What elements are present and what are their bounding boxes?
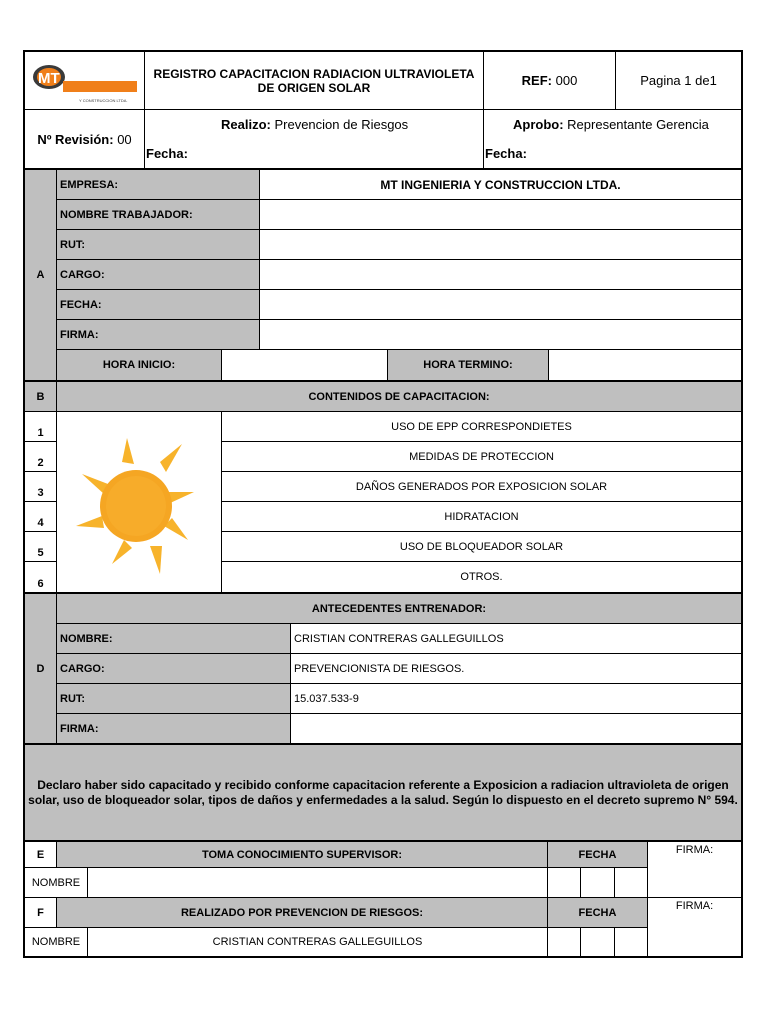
hora-inicio-field[interactable] <box>221 349 388 381</box>
aprobo-cell <box>483 109 743 170</box>
realizo-fecha-label: Fecha: <box>146 146 188 161</box>
supervisor-firma-label: FIRMA: <box>675 844 714 856</box>
trainer-rut-label-text: RUT: <box>60 692 86 705</box>
sun-icon <box>64 422 214 582</box>
section-f-letter <box>23 897 57 928</box>
ref-value: 000 <box>555 73 578 88</box>
section-d-letter <box>23 592 57 744</box>
trainer-cargo-value <box>290 653 743 684</box>
company-logo-cell <box>23 50 145 110</box>
trainer-rut-label <box>56 683 291 714</box>
section-b-letter-text: B <box>36 390 45 403</box>
revision-label: Nº Revisión: <box>37 131 114 147</box>
contenido-item-1-text: USO DE EPP CORRESPONDIETES <box>391 420 572 433</box>
item-number-6: 6 <box>37 578 44 590</box>
trainer-nombre-label-text: NOMBRE: <box>60 632 113 645</box>
trainer-rut-value-text: 15.037.533-9 <box>294 692 359 705</box>
prevencion-firma-field[interactable] <box>647 897 743 958</box>
empresa-label-text: EMPRESA: <box>60 178 119 191</box>
cargo-label <box>56 259 260 290</box>
contenido-item <box>221 531 743 562</box>
empresa-value <box>259 169 743 200</box>
trainer-rut-value <box>290 683 743 714</box>
aprobo-value: Representante Gerencia <box>567 117 709 132</box>
supervisor-firma-field[interactable] <box>647 840 743 898</box>
item-number-4: 4 <box>37 517 44 529</box>
declaration-text-content: Declaro haber sido capacitado y recibido conforme capacitacion referente a Exposicion a radiacion ultravioleta de origen solar, uso de bloqueador solar, tipos de daños y enfermedades a la salud. Según lo dispuesto en el decreto supremo N° 594. <box>28 777 738 807</box>
firma-label-text: FIRMA: <box>60 328 99 341</box>
cargo-label-text: CARGO: <box>60 268 105 281</box>
hora-termino-label <box>387 349 549 381</box>
revision-value: 00 <box>117 131 132 147</box>
page-number-text: Pagina 1 de1 <box>640 73 717 88</box>
firma-field[interactable] <box>259 319 743 350</box>
trainer-firma-field[interactable] <box>290 713 743 744</box>
prevencion-fecha-label <box>547 897 648 928</box>
hora-inicio-label <box>56 349 222 381</box>
empresa-value-text: MT INGENIERIA Y CONSTRUCCION LTDA. <box>380 177 621 192</box>
form-title-text: REGISTRO CAPACITACION RADIACION ULTRAVIOLETA DE ORIGEN SOLAR <box>153 66 475 95</box>
contenidos-title <box>56 380 743 412</box>
aprobo-label: Aprobo: <box>513 117 564 132</box>
prevencion-fecha-month[interactable] <box>580 927 615 958</box>
antecedentes-title <box>56 592 743 624</box>
item-number-2: 2 <box>37 457 44 469</box>
trainer-nombre-value-text: CRISTIAN CONTRERAS GALLEGUILLOS <box>294 632 504 645</box>
fecha-field[interactable] <box>259 289 743 320</box>
prevencion-fecha-day[interactable] <box>547 927 581 958</box>
supervisor-nombre-label-text: NOMBRE <box>31 876 81 889</box>
prevencion-nombre-value <box>87 927 548 958</box>
rut-label <box>56 229 260 260</box>
ref-label: REF: <box>521 73 552 88</box>
contenido-item <box>221 471 743 502</box>
supervisor-nombre-field[interactable] <box>87 867 548 898</box>
trainer-cargo-label <box>56 653 291 684</box>
contenido-item-3-text: DAÑOS GENERADOS POR EXPOSICION SOLAR <box>355 480 608 493</box>
supervisor-nombre-label <box>23 867 88 898</box>
contenido-item <box>221 441 743 472</box>
form-title <box>144 50 484 110</box>
revision-cell <box>23 109 145 170</box>
contenido-item <box>221 411 743 442</box>
item-number <box>23 411 57 442</box>
hora-termino-label-text: HORA TERMINO: <box>423 359 513 371</box>
firma-label <box>56 319 260 350</box>
realizo-value: Prevencion de Riesgos <box>274 117 409 132</box>
contenido-item-4-text: HIDRATACION <box>444 510 519 523</box>
item-number <box>23 501 57 532</box>
prevencion-nombre-value-text: CRISTIAN CONTRERAS GALLEGUILLOS <box>212 936 423 948</box>
rut-field[interactable] <box>259 229 743 260</box>
trainer-firma-label-text: FIRMA: <box>60 722 99 735</box>
fecha-label-text: FECHA: <box>60 298 102 311</box>
trainer-cargo-label-text: CARGO: <box>60 662 105 675</box>
trainer-cargo-value-text: PREVENCIONISTA DE RIESGOS. <box>294 662 465 675</box>
section-e-letter <box>23 840 57 868</box>
supervisor-fecha-label <box>547 840 648 868</box>
prevencion-fecha-year[interactable] <box>614 927 648 958</box>
item-number-5: 5 <box>37 547 44 559</box>
item-number-1: 1 <box>37 427 44 439</box>
page-number <box>615 50 743 110</box>
supervisor-fecha-day[interactable] <box>547 867 581 898</box>
rut-label-text: RUT: <box>60 238 86 251</box>
prevencion-firma-label: FIRMA: <box>675 900 714 912</box>
antecedentes-title-text: ANTECEDENTES ENTRENADOR: <box>311 602 487 615</box>
contenido-item-5-text: USO DE BLOQUEADOR SOLAR <box>399 540 564 553</box>
logo-subtext: Y CONSTRUCCION LTDA. <box>79 98 128 103</box>
item-number <box>23 531 57 562</box>
trainer-firma-label <box>56 713 291 744</box>
prevencion-nombre-label <box>23 927 88 958</box>
supervisor-fecha-label-text: FECHA <box>578 848 617 861</box>
trainer-nombre-label <box>56 623 291 654</box>
sun-image-cell <box>56 411 222 593</box>
empresa-label <box>56 169 260 200</box>
prevencion-title <box>56 897 548 928</box>
prevencion-nombre-label-text: NOMBRE <box>31 936 81 948</box>
contenidos-title-text: CONTENIDOS DE CAPACITACION: <box>308 390 490 403</box>
capacitacion-form <box>23 50 743 958</box>
svg-text:MT: MT <box>37 69 60 87</box>
aprobo-fecha-label: Fecha: <box>485 146 527 161</box>
nombre-trabajador-field[interactable] <box>259 199 743 230</box>
realizo-label: Realizo: <box>221 117 271 132</box>
contenido-item <box>221 501 743 532</box>
hora-inicio-label-text: HORA INICIO: <box>102 359 176 371</box>
cargo-field[interactable] <box>259 259 743 290</box>
prevencion-fecha-label-text: FECHA <box>578 906 617 919</box>
supervisor-fecha-year[interactable] <box>614 867 648 898</box>
section-b-letter <box>23 380 57 412</box>
ref-cell <box>483 50 616 110</box>
item-number <box>23 561 57 593</box>
supervisor-title-text: TOMA CONOCIMIENTO SUPERVISOR: <box>201 848 403 861</box>
item-number <box>23 471 57 502</box>
item-number-3: 3 <box>37 487 44 499</box>
nombre-trabajador-label-text: NOMBRE TRABAJADOR: <box>60 208 193 221</box>
contenido-item-6-text: OTROS. <box>460 571 503 583</box>
contenido-item-2-text: MEDIDAS DE PROTECCION <box>409 450 554 463</box>
realizo-cell <box>144 109 484 170</box>
section-f-letter-text: F <box>37 906 44 919</box>
fecha-label <box>56 289 260 320</box>
prevencion-title-text: REALIZADO POR PREVENCION DE RIESGOS: <box>180 906 424 919</box>
logo-text: MT INGENIERÍA <box>69 74 136 83</box>
section-e-letter-text: E <box>36 848 45 861</box>
section-d-letter-text: D <box>36 662 45 675</box>
hora-termino-field[interactable] <box>548 349 743 381</box>
nombre-trabajador-label <box>56 199 260 230</box>
trainer-nombre-value <box>290 623 743 654</box>
item-number <box>23 441 57 472</box>
section-a-letter <box>23 169 57 381</box>
declaration-text <box>23 743 743 841</box>
contenido-item <box>221 561 743 593</box>
section-a-letter-text: A <box>36 269 45 281</box>
supervisor-title <box>56 840 548 868</box>
supervisor-fecha-month[interactable] <box>580 867 615 898</box>
